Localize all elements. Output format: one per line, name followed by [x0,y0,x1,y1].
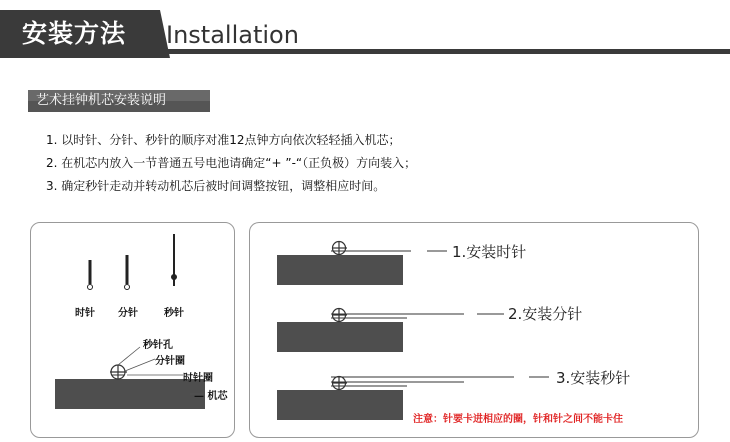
movement-label: — 机芯 [194,391,228,402]
instruction-step-3: 3. 确定秒针走动并转动机芯后被时间调整按钮，调整相应时间。 [46,179,386,193]
install-hour-hand-step: 1.安装时针 [452,243,527,261]
section-label-text: 艺术挂钟机芯安装说明 [36,93,167,108]
page-title: 安装方法 [22,19,127,48]
hour-ring-label: 时针圈 [183,373,213,384]
second-hand-label: 秒针 [164,308,184,319]
instruction-step-2: 2. 在机芯内放入一节普通五号电池请确定“+ ”-“（正负极）方向装入； [46,156,417,170]
hour-hand-label: 时针 [75,308,95,319]
second-hole-label: 秒针孔 [143,340,173,351]
warning-note: 注意：针要卡进相应的圈，针和针之间不能卡住 [413,414,623,425]
page-subtitle: Installation [166,21,299,49]
instruction-step-1: 1. 以时针、分针、秒针的顺序对准12点钟方向依次轻轻插入机芯； [46,133,401,147]
minute-ring-label: 分针圈 [155,356,185,367]
section-label [28,90,210,112]
hands-illustration [30,222,235,438]
install-minute-hand-step: 2.安装分针 [508,305,583,323]
minute-hand-label: 分针 [118,308,138,319]
install-second-hand-step: 3.安装秒针 [556,369,631,387]
header-rule [155,49,730,54]
movement-label-text: 机芯 [207,391,228,402]
